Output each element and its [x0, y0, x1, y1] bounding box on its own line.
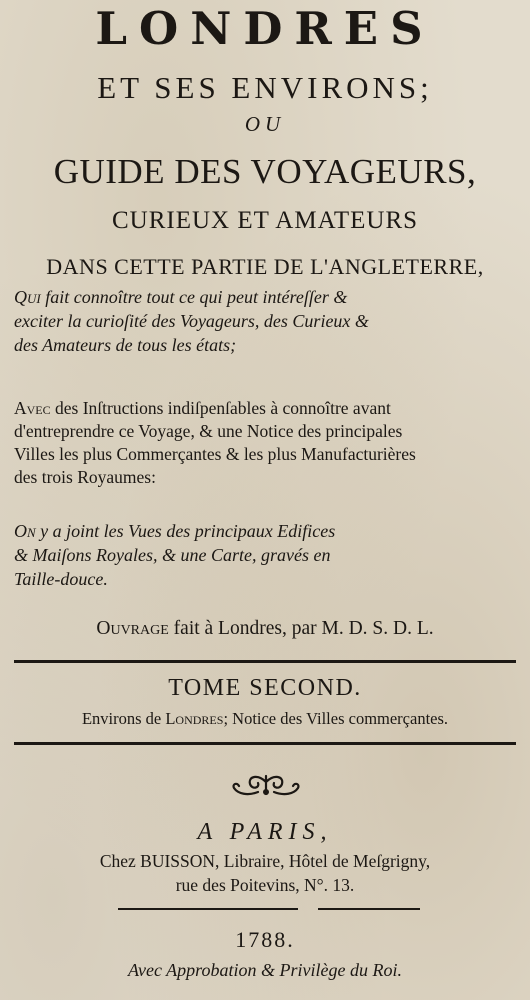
paragraph-line: [14, 397, 520, 420]
paragraph-lead: Avec: [14, 398, 51, 418]
imprint-approbation: Avec Approbation & Privilège du Roi.: [128, 960, 402, 980]
imprint-place: A PARIS,: [197, 819, 333, 845]
divider-rule-right: [318, 908, 420, 910]
environs-post: ; Notice des Villes commerçantes.: [223, 709, 449, 728]
paragraph-on-y-a-joint: [14, 519, 520, 591]
paragraph-line: Villes les plus Commerçantes & les plus Manufacturières: [14, 444, 416, 464]
paragraph-line: [14, 285, 520, 309]
title-ou: OU: [244, 112, 286, 136]
paragraph-text: y a joint les Vues des principaux Edifices: [35, 521, 336, 541]
title-guide-des-voyageurs: GUIDE DES VOYAGEURS,: [53, 152, 477, 191]
divider-rule: [14, 742, 516, 745]
ouvrage-text: fait à Londres, par M. D. S. D. L.: [168, 618, 434, 639]
paragraph-lead: Qui: [14, 287, 41, 307]
imprint-year: 1788.: [235, 927, 295, 952]
title-londres: LONDRES: [95, 2, 435, 55]
paragraph-qui-fait: [14, 285, 520, 357]
paragraph-text: des Inſtructions indiſpenſables à connoître avant: [50, 398, 391, 418]
fleuron-ornament-icon: [228, 772, 304, 798]
divider-rule-left: [118, 908, 298, 910]
divider-rule: [14, 660, 516, 663]
paragraph-line: [14, 519, 520, 543]
tome-second: TOME SECOND.: [168, 675, 362, 701]
paragraph-line: & Maiſons Royales, & une Carte, gravés en: [14, 545, 331, 565]
imprint-publisher: Chez BUISSON, Libraire, Hôtel de Meſgrigny,: [99, 851, 431, 871]
title-curieux-et-amateurs: CURIEUX ET AMATEURS: [111, 207, 419, 234]
ouvrage-lead: Ouvrage: [96, 618, 169, 639]
paragraph-line: d'entreprendre ce Voyage, & une Notice des principales: [14, 421, 403, 441]
paragraph-line: des Amateurs de tous les états;: [14, 335, 237, 355]
paragraph-lead: On: [14, 521, 36, 541]
paragraph-line: des trois Royaumes:: [14, 467, 156, 487]
paragraph-line: Taille-douce.: [14, 569, 108, 589]
ouvrage-line: [0, 617, 530, 641]
paragraph-line: exciter la curioſité des Voyageurs, des Curieux &: [14, 311, 369, 331]
paragraph-avec: [14, 397, 520, 489]
environs-pre: Environs de: [81, 709, 166, 728]
environs-line: [0, 708, 530, 730]
environs-londres: Londres: [165, 709, 224, 728]
paragraph-text: fait connoître tout ce qui peut intéreſſer &: [40, 287, 348, 307]
title-et-ses-environs: ET SES ENVIRONS;: [97, 70, 433, 105]
imprint-address: rue des Poitevins, N°. 13.: [175, 875, 355, 895]
title-dans-cette-partie: DANS CETTE PARTIE DE L'ANGLETERRE,: [46, 254, 484, 279]
